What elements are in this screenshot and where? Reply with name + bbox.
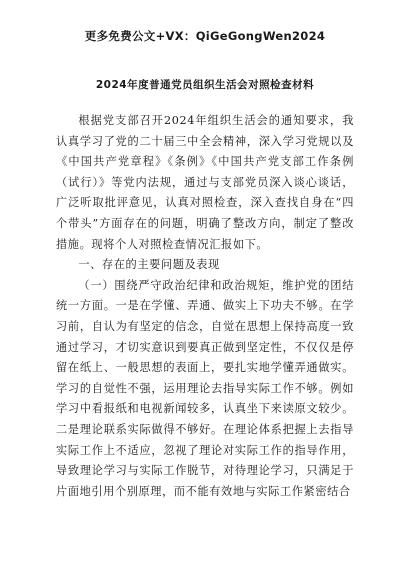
intro-paragraph: 根据党支部召开2024年组织生活会的通知要求，我认真学习了党的二十届三中全会精神，深入学习党规以及《中国共产党章程》《条例》《中国共产党支部工作条例（试行）》等党内法规，通过与支部党员深入谈心谈话，广泛听取批评意见，认真对照检查，深入查找自身在“四个带头”方面存在的问题，明确了整改方向，制定了整改措施。现将个人对照检查情况汇报如下。 bbox=[56, 114, 354, 251]
section-heading: 一、存在的主要问题及表现 bbox=[78, 258, 220, 272]
body-paragraph: （一）围绕严守政治纪律和政治规矩，维护党的团结统一方面。一是在学懂、弄通、做实上下功夫不够。在学习前，自认为有坚定的信念，自觉在思想上保持高度一致通过学习，才切实意识到要真正做到坚定性，不仅仅是停留在纸上、一般思想的表面上，要扎实地学懂弄通做实。学习的自觉性不强，运用理论去指导实际工作不够。例如学习中看报纸和电视新闻较多，认真坐下来读原文较少。二是理论联系实际做得不够好。在理论体系把握上去指导实际工作上不适应，忽视了理论对实际工作的指导作用，导致理论学习与实际工作脱节，对待理论学习，只满足于片面地引用个别原理，而不能有效地与实际工作紧密结合 bbox=[56, 278, 354, 498]
document-body bbox=[56, 111, 354, 502]
document-title: 2024年度普通党员组织生活会对照检查材料 bbox=[95, 79, 315, 91]
watermark-header: 更多免费公文+VX：QiGeGongWen2024 bbox=[84, 29, 326, 43]
